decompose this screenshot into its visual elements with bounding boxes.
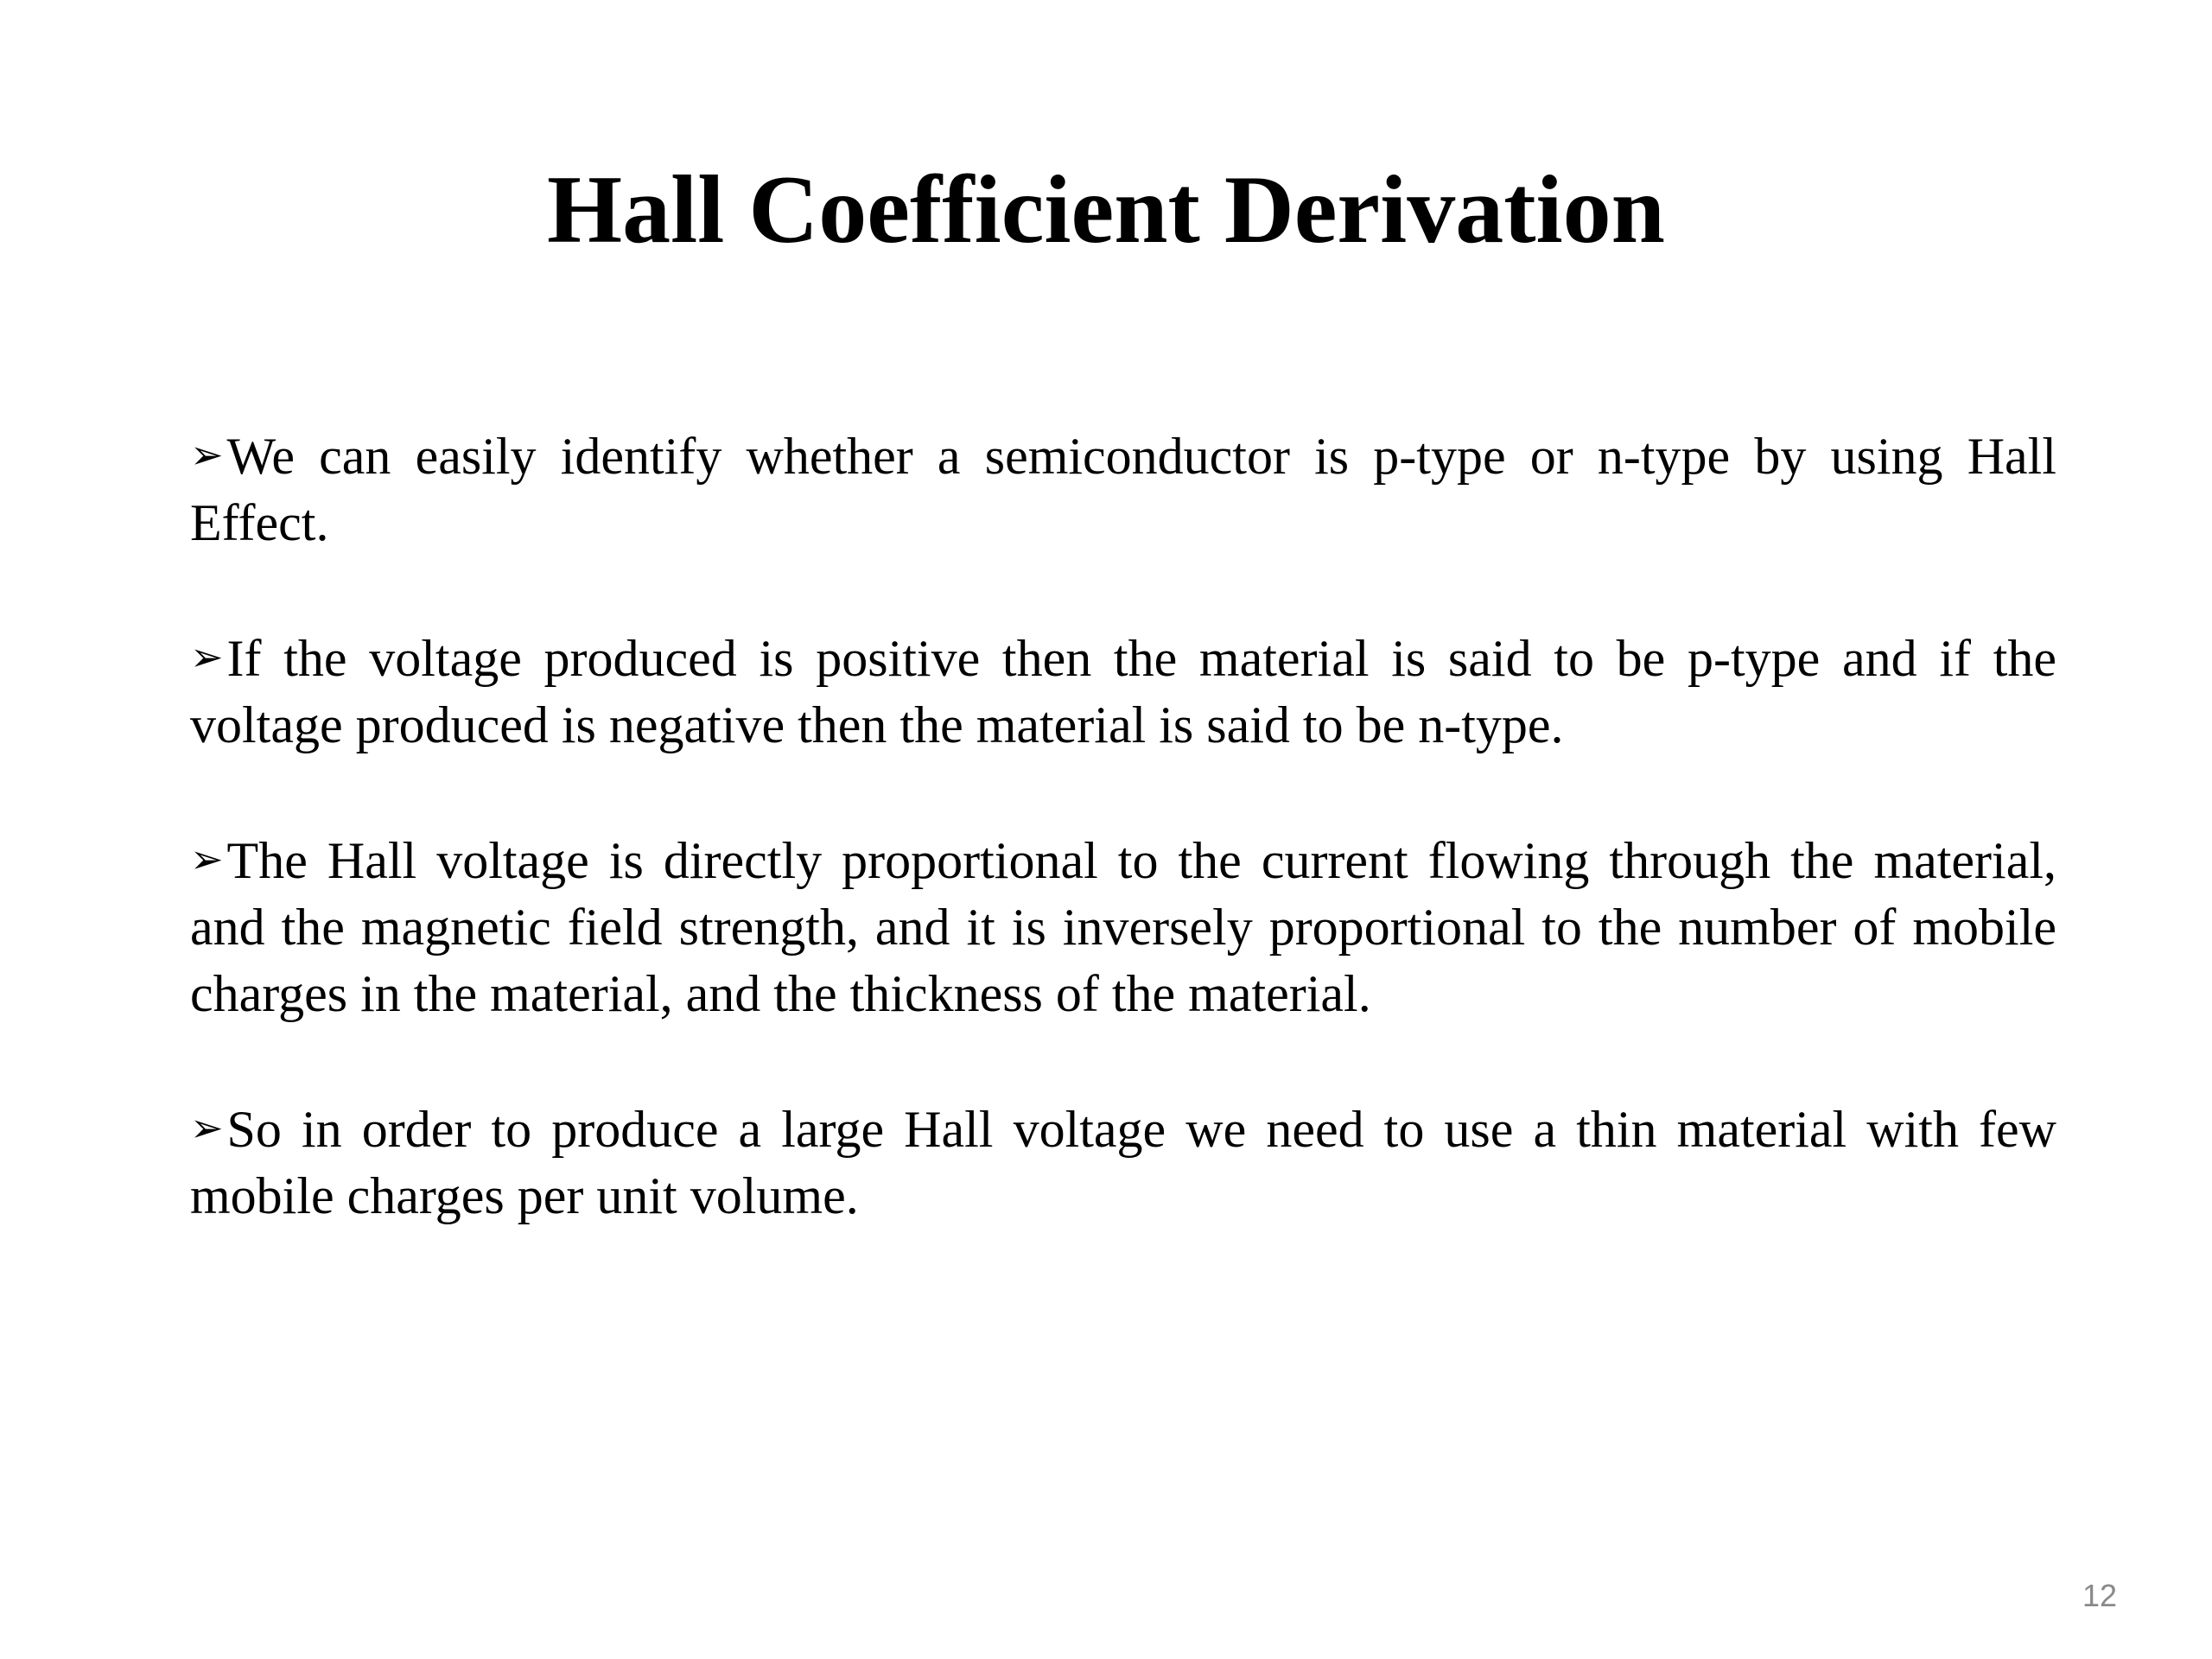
bullet-item — [190, 1095, 2056, 1230]
page-number: 12 — [2082, 1578, 2117, 1613]
bullet-text: So in order to produce a large Hall voltage we need to use a thin material with few mobile charges per unit volume. — [190, 1101, 2056, 1224]
bullet-list — [190, 422, 2056, 1297]
slide-title: Hall Coefficient Derivation — [547, 156, 1665, 264]
bullet-text: If the voltage produced is positive then the material is said to be p-type and if the voltage produced is negative then the material is said to be n-type. — [190, 630, 2056, 753]
bullet-text: We can easily identify whether a semiconductor is p-type or n-type by using Hall Effect. — [190, 428, 2056, 551]
arrow-bullet-icon: ➢ — [190, 633, 224, 680]
bullet-item — [190, 826, 2056, 1027]
arrow-bullet-icon: ➢ — [190, 431, 224, 478]
arrow-bullet-icon: ➢ — [190, 836, 224, 882]
arrow-bullet-icon: ➢ — [190, 1104, 224, 1151]
bullet-item — [190, 422, 2056, 556]
bullet-item — [190, 624, 2056, 759]
bullet-text: The Hall voltage is directly proportional to the current flowing through the material, and the magnetic field strength, and it is inversely proportional to the number of mobile charges in the material, and the thickness of the material. — [190, 832, 2056, 1022]
